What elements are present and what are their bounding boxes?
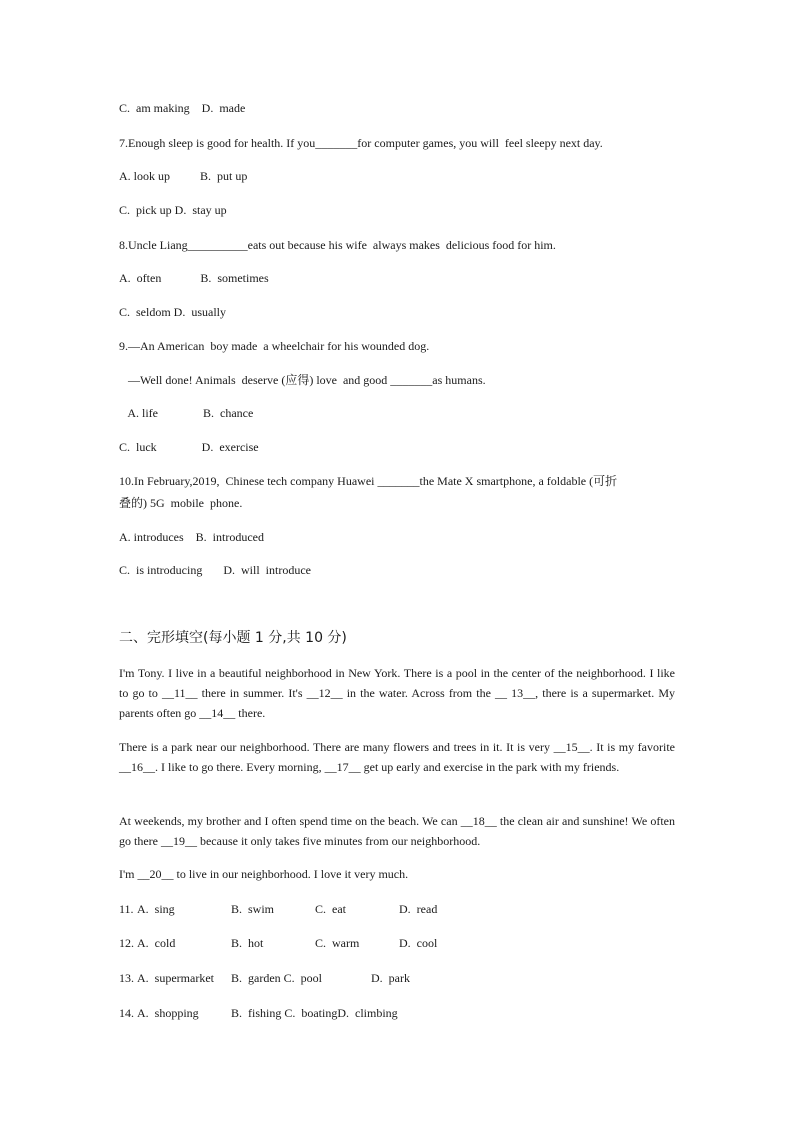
option-b: B. swim	[231, 902, 275, 916]
question-line: 9.—An American boy made a wheelchair for his wounded dog.	[119, 339, 430, 353]
option-d: D. park	[371, 971, 410, 985]
question-line: 8.Uncle Liang__________eats out because his wife always makes delicious food for him.	[119, 238, 556, 252]
option-a: A. sing	[137, 902, 175, 916]
option-b: B. garden C. pool	[231, 971, 322, 985]
option-number: 13.	[119, 971, 134, 985]
option-number: 11.	[119, 902, 134, 916]
question-line: A. often B. sometimes	[119, 271, 269, 285]
question-line: A. introduces B. introduced	[119, 530, 264, 544]
question-line: —Well done! Animals deserve (应得) love and good _______as humans.	[119, 373, 486, 387]
passage-paragraph: There is a park near our neighborhood. There are many flowers and trees in it. It is very __15__. It is my favorite __16__. I like to go there. Every morning, __17__ get up early and exercise in the park with my friends.	[119, 740, 675, 774]
passage-paragraph: I'm Tony. I live in a beautiful neighborhood in New York. There is a pool in the center of the neighborhood. I like to go to __11__ there in summer. It's __12__ in the water. Across from the __ 13__, there is a supermarket. My parents often go __14__ there.	[119, 666, 675, 720]
option-b: B. hot	[231, 936, 264, 950]
question-line: 10.In February,2019, Chinese tech company Huawei _______the Mate X smartphone, a foldable (可折	[119, 474, 618, 488]
question-line: A. life B. chance	[119, 406, 254, 420]
question-line: C. seldom D. usually	[119, 305, 226, 319]
option-number: 12.	[119, 936, 134, 950]
question-line: C. pick up D. stay up	[119, 203, 227, 217]
option-number: 14.	[119, 1006, 134, 1020]
option-a: A. supermarket	[137, 971, 214, 985]
question-line: C. luck D. exercise	[119, 440, 259, 454]
option-a: A. shopping	[137, 1006, 199, 1020]
question-line: C. is introducing D. will introduce	[119, 563, 311, 577]
question-line: 叠的) 5G mobile phone.	[119, 496, 243, 510]
option-b: B. fishing C. boatingD. climbing	[231, 1006, 398, 1020]
option-a: A. cold	[137, 936, 176, 950]
option-d: D. read	[399, 902, 438, 916]
question-line: A. look up B. put up	[119, 169, 248, 183]
option-d: D. cool	[399, 936, 438, 950]
option-c: C. warm	[315, 936, 360, 950]
passage-paragraph: At weekends, my brother and I often spend time on the beach. We can __18__ the clean air and sunshine! We often go there __19__ because it only takes five minutes from our neighborhood.	[119, 814, 675, 848]
option-c: C. eat	[315, 902, 346, 916]
passage-paragraph: I'm __20__ to live in our neighborhood. I love it very much.	[119, 867, 409, 881]
question-line: C. am making D. made	[119, 101, 246, 115]
section-heading: 二、完形填空(每小题 1 分,共 10 分)	[119, 630, 347, 646]
question-line: 7.Enough sleep is good for health. If you_______for computer games, you will feel sleepy next day.	[119, 136, 603, 150]
